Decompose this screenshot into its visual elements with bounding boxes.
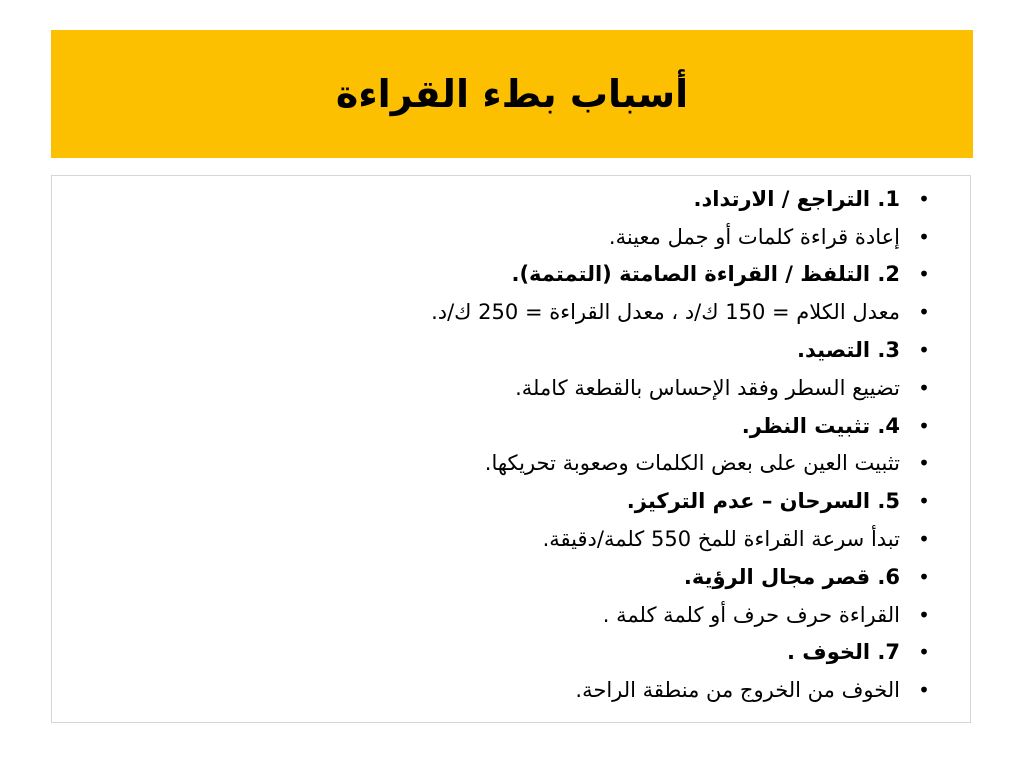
- bullet-item-heading: [431, 180, 934, 218]
- bullet-list: [431, 180, 934, 709]
- slide-title: أسباب بطء القراءة: [335, 72, 689, 116]
- bullet-item-heading: [431, 482, 934, 520]
- bullet-item: [431, 218, 934, 256]
- bullet-item-heading: [431, 634, 934, 672]
- bullet-item: [431, 369, 934, 407]
- bullet-text: تبدأ سرعة القراءة للمخ 550 كلمة/دقيقة.: [542, 527, 900, 552]
- bullet-text: معدل الكلام = 150 ك/د ، معدل القراءة = 250 ك/د.: [431, 300, 900, 325]
- bullet-icon: •: [918, 338, 930, 363]
- bullet-icon: •: [918, 602, 930, 627]
- bullet-icon: •: [918, 451, 930, 476]
- bullet-item: [431, 671, 934, 709]
- bullet-icon: •: [918, 489, 930, 514]
- bullet-icon: •: [918, 224, 930, 249]
- bullet-item-heading: [431, 558, 934, 596]
- bullet-item-heading: [431, 331, 934, 369]
- bullet-icon: •: [918, 186, 930, 211]
- bullet-item: [431, 445, 934, 483]
- bullet-text: 4. تثبيت النظر.: [741, 413, 900, 438]
- bullet-item-heading: [431, 407, 934, 445]
- bullet-item: [431, 596, 934, 634]
- bullet-icon: •: [918, 564, 930, 589]
- bullet-text: 2. التلفظ / القراءة الصامتة (التمتمة).: [511, 262, 900, 287]
- bullet-text: تضييع السطر وفقد الإحساس بالقطعة كاملة.: [515, 375, 900, 400]
- bullet-text: الخوف من الخروج من منطقة الراحة.: [575, 678, 900, 703]
- bullet-item: [431, 293, 934, 331]
- bullet-text: 6. قصر مجال الرؤية.: [683, 564, 900, 589]
- bullet-icon: •: [918, 375, 930, 400]
- bullet-text: تثبيت العين على بعض الكلمات وصعوبة تحريكها.: [484, 451, 900, 476]
- bullet-text: 1. التراجع / الارتداد.: [693, 186, 900, 211]
- bullet-item-heading: [431, 256, 934, 294]
- content-box: [51, 175, 971, 723]
- bullet-item: [431, 520, 934, 558]
- bullet-icon: •: [918, 527, 930, 552]
- bullet-icon: •: [918, 413, 930, 438]
- bullet-text: 3. التصيد.: [797, 338, 900, 363]
- bullet-text: القراءة حرف حرف أو كلمة كلمة .: [602, 602, 900, 627]
- bullet-text: 5. السرحان – عدم التركيز.: [626, 489, 900, 514]
- bullet-icon: •: [918, 640, 930, 665]
- bullet-icon: •: [918, 262, 930, 287]
- bullet-text: 7. الخوف .: [787, 640, 900, 665]
- title-banner: [51, 30, 973, 158]
- bullet-icon: •: [918, 678, 930, 703]
- bullet-icon: •: [918, 300, 930, 325]
- bullet-text: إعادة قراءة كلمات أو جمل معينة.: [608, 224, 900, 249]
